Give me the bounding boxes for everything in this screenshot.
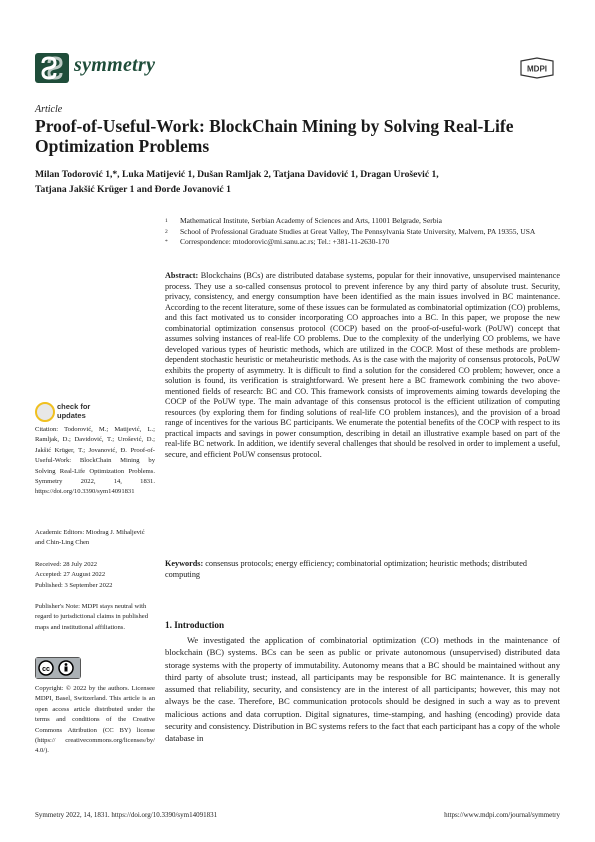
- affiliations: [165, 216, 555, 248]
- authors-line-1: Milan Todorović 1,*, Luka Matijević 1, Dušan Ramljak 2, Tatjana Davidović 1, Dragan Urošević 1,: [35, 169, 439, 180]
- keywords-label: Keywords:: [165, 559, 204, 568]
- mdpi-logo-icon: [518, 57, 556, 79]
- published-date: Published: 3 September 2022: [35, 581, 113, 589]
- journal-name: symmetry: [74, 54, 156, 76]
- citation: Citation: Todorović, M.; Matijević, L.; Ramljak, D.; Davidović, T.; Urošević, D.; Jakšić Krüger, T.; Jovanović, Đ. Proof-of-Useful-Work: BlockChain Mining by Solving Real-Life Optimization Problems. Symmetry 2022, 14, 1831. https://doi.org/10.3390/sym14091831: [35, 426, 155, 496]
- journal-logo-icon: [35, 53, 69, 83]
- received-date: Received: 28 July 2022: [35, 561, 98, 568]
- publisher-note: Publisher's Note: MDPI stays neutral with regard to jurisdictional claims in published maps and institutional affiliations.: [35, 603, 148, 631]
- introduction-text: We investigated the application of combinatorial optimization (CO) methods in the maintenance of blockchain (BC) systems. BCs can be seen as public or private autonomous (unsupervised) distributed data storage systems with the property of immutability. Autonomy means that a BC should be maintained without any third party of absolute trust; instead, all participants may be responsible for BC maintenance. It is generally assumed that reliability, security, and consistency are in the interest of all participants; however, this may not always be the case. Therefore, BC communication protocols should be designed in such a way as to prevent malicious actions and data corruption. Digital signatures, time-stamping, and hashing (encoding) provide data security and consistency. Distribution in BC systems refers to the fact that each participant has a copy of the whole database in: [165, 635, 560, 744]
- page-title: Proof-of-Useful-Work: BlockChain Mining by Solving Real-Life Optimization Problems: [35, 116, 514, 156]
- author-list: [35, 167, 560, 197]
- mdpi-logo-text: MDPI: [527, 64, 547, 74]
- accepted-date: Accepted: 27 August 2022: [35, 571, 106, 579]
- cc-by-license-icon[interactable]: [35, 657, 81, 679]
- check-for-updates-icon[interactable]: [35, 402, 55, 422]
- abstract: [165, 271, 560, 460]
- footer-citation: Symmetry 2022, 14, 1831. https://doi.org/10.3390/sym14091831: [35, 811, 218, 819]
- correspondence: * Correspondence: mtodorovic@mi.sanu.ac.rs; Tel.: +381-11-2630-170: [165, 237, 390, 246]
- abstract-label: Abstract:: [165, 271, 199, 280]
- footer-journal-link[interactable]: https://www.mdpi.com/journal/symmetry: [444, 811, 560, 819]
- keywords-text: consensus protocols; energy efficiency; combinatorial optimization; heuristic methods; distributed computing: [165, 559, 527, 579]
- svg-text:cc: cc: [42, 666, 50, 673]
- copyright-notice: Copyright: © 2022 by the authors. Licensee MDPI, Basel, Switzerland. This article is an open access article distributed under the terms and conditions of the Creative Commons Attribution (CC BY) license (https:// creativecommons.org/licenses/by/ 4.0/).: [35, 685, 155, 755]
- authors-line-2: Tatjana Jakšić Krüger 1 and Đorđe Jovanović 1: [35, 184, 231, 195]
- article-type: Article: [35, 104, 63, 115]
- affiliation-item: 1 Mathematical Institute, Serbian Academy of Sciences and Arts, 11001 Belgrade, Serbia: [165, 216, 442, 225]
- section-heading-introduction: 1. Introduction: [165, 620, 225, 630]
- abstract-text: Blockchains (BCs) are distributed database systems, popular for their innovative, unsupervised maintenance process. They use a so-called consensus protocol to prevent inference by any third party of absolute trust. Security, privacy, consistency, and energy consumption have been identified as the main issues involved in BC maintenance. According to the recent literature, some of these issues can be formulated as combinatorial optimization (CO) problems, and this fact motivated us to consider incorporating CO approaches into a BC. In this paper, we propose the new combinatorial optimization consensus protocol (COCP) based on the proof-of-useful-work (PoUW) concept that assumes solving instances of real-life CO problems. Due to the complexity of the underlying CO problems, we have developed various types of heuristic methods, which are utilized in the COCP. Most of these methods are problem-dependent stochastic heuristic or metaheuristic methods. As is the case with the majority of consensus protocols, PoUW exhibits the property of asymmetry. It is difficult to find a solution for the considered CO problem; however, once a solution is found, its verification is straightforward. We present here a BC framework combining the two above-mentioned fields of research: BC and CO. This framework consists of improvements aiming towards developing the COCP of the PoUW type. The main advantage of this consensus protocol is the efficient utilization of computing resources (by exploring them for finding solutions of real-life CO problem instances), and the provision of a broad range of incentives for the various BC participants. We enumerate the potential benefits of the COCP with respect to its practical impacts and savings in power consumption, describing in detail an illustrative example based on part of the real-life BC network. In addition, we identify several challenges that should be resolved in order to implement a useful, secure, and efficient PoUW consensus protocol.: [165, 271, 560, 459]
- affiliation-item: 2 School of Professional Graduate Studies at Great Valley, The Pennsylvania State University, Malvern, PA 19355, USA: [165, 226, 536, 236]
- academic-editors: Academic Editors: Miodrag J. Mihaljević and Chin-Ling Chen: [35, 529, 145, 547]
- keywords: [165, 559, 560, 580]
- check-for-updates-label[interactable]: check for updates: [57, 402, 91, 420]
- dates: [35, 560, 155, 591]
